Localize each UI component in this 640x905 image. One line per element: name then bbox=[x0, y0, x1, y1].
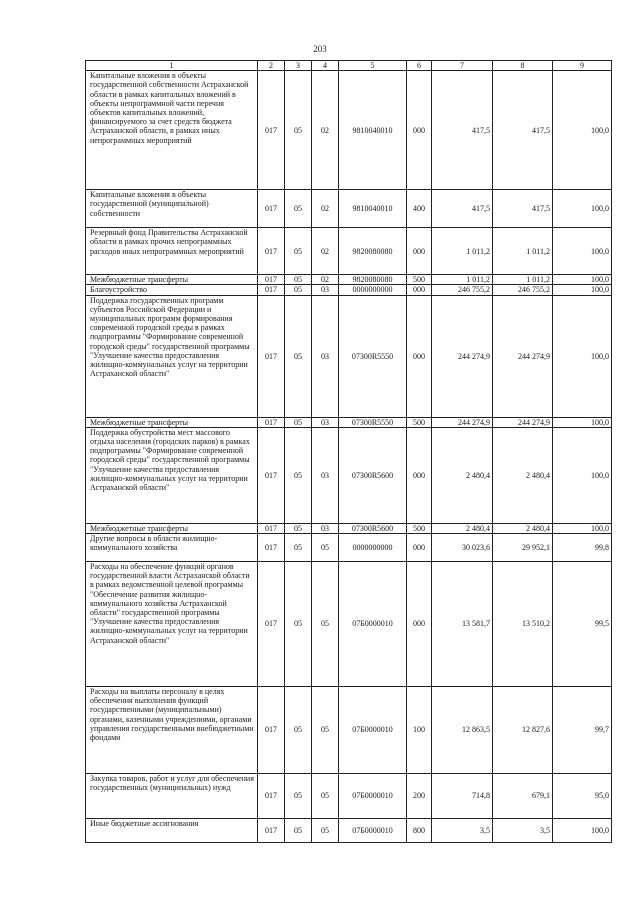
table-row bbox=[86, 275, 612, 285]
section-code: 05 bbox=[285, 523, 312, 533]
table-row bbox=[86, 427, 612, 523]
planned-amount: 417,5 bbox=[432, 190, 493, 228]
planned-amount: 13 581,7 bbox=[432, 562, 493, 687]
ministry-code: 017 bbox=[258, 228, 285, 275]
execution-percent: 100,0 bbox=[553, 417, 612, 427]
execution-percent: 100,0 bbox=[553, 275, 612, 285]
col-header: 8 bbox=[493, 61, 553, 71]
col-header: 4 bbox=[312, 61, 339, 71]
executed-amount: 417,5 bbox=[493, 71, 553, 190]
table-row bbox=[86, 774, 612, 819]
expense-name: Закупка товаров, работ и услуг для обеспечения государственных (муниципальных) нужд bbox=[86, 774, 258, 819]
col-header: 5 bbox=[339, 61, 407, 71]
execution-percent: 100,0 bbox=[553, 71, 612, 190]
target-article-code: 07300R5550 bbox=[339, 417, 407, 427]
expense-type-code: 000 bbox=[407, 228, 432, 275]
execution-percent: 100,0 bbox=[553, 295, 612, 417]
execution-percent: 100,0 bbox=[553, 285, 612, 295]
col-header: 7 bbox=[432, 61, 493, 71]
col-header: 2 bbox=[258, 61, 285, 71]
expense-type-code: 000 bbox=[407, 285, 432, 295]
table-row bbox=[86, 534, 612, 562]
subsection-code: 02 bbox=[312, 71, 339, 190]
table-row bbox=[86, 190, 612, 228]
subsection-code: 02 bbox=[312, 190, 339, 228]
planned-amount: 246 755,2 bbox=[432, 285, 493, 295]
col-header: 6 bbox=[407, 61, 432, 71]
target-article-code: 9820080080 bbox=[339, 275, 407, 285]
budget-table bbox=[85, 60, 612, 843]
execution-percent: 100,0 bbox=[553, 427, 612, 523]
expense-name: Поддержка обустройства мест массового отдыха населения (городских парков) в рамках подпрограммы "Формирование современной городской среды" государственной программы "Улучшение качества предоставления жилищно-коммунальных услуг на территории Астраханской области" bbox=[86, 427, 258, 523]
executed-amount: 3,5 bbox=[493, 819, 553, 843]
executed-amount: 2 480,4 bbox=[493, 427, 553, 523]
target-article-code: 0000000000 bbox=[339, 534, 407, 562]
table-row bbox=[86, 295, 612, 417]
table-row bbox=[86, 71, 612, 190]
ministry-code: 017 bbox=[258, 71, 285, 190]
execution-percent: 100,0 bbox=[553, 228, 612, 275]
target-article-code: 07Б0000010 bbox=[339, 819, 407, 843]
expense-name: Расходы на обеспечение функций органов государственной власти Астраханской области в рамках ведомственной целевой программы "Обеспечение развития жилищно-коммунального хозяйства Астраханской области" государственной программы "Улучшение качества предоставления жилищно-коммунальных услуг на территории Астраханской области" bbox=[86, 562, 258, 687]
target-article-code: 9820080080 bbox=[339, 228, 407, 275]
expense-name: Резервный фонд Правительства Астраханской области в рамках прочих непрограммных расходов иных непрограммных мероприятий bbox=[86, 228, 258, 275]
expense-type-code: 000 bbox=[407, 427, 432, 523]
subsection-code: 03 bbox=[312, 295, 339, 417]
expense-type-code: 000 bbox=[407, 295, 432, 417]
expense-name: Благоустройство bbox=[86, 285, 258, 295]
executed-amount: 244 274,9 bbox=[493, 295, 553, 417]
expense-type-code: 200 bbox=[407, 774, 432, 819]
target-article-code: 9810040010 bbox=[339, 190, 407, 228]
table-row bbox=[86, 228, 612, 275]
section-code: 05 bbox=[285, 417, 312, 427]
ministry-code: 017 bbox=[258, 295, 285, 417]
expense-type-code: 500 bbox=[407, 523, 432, 533]
executed-amount: 2 480,4 bbox=[493, 523, 553, 533]
ministry-code: 017 bbox=[258, 819, 285, 843]
executed-amount: 679,1 bbox=[493, 774, 553, 819]
header-row bbox=[86, 61, 612, 71]
planned-amount: 244 274,9 bbox=[432, 417, 493, 427]
subsection-code: 02 bbox=[312, 275, 339, 285]
expense-name: Иные бюджетные ассигнования bbox=[86, 819, 258, 843]
subsection-code: 05 bbox=[312, 774, 339, 819]
table-row bbox=[86, 285, 612, 295]
subsection-code: 05 bbox=[312, 819, 339, 843]
ministry-code: 017 bbox=[258, 285, 285, 295]
subsection-code: 02 bbox=[312, 228, 339, 275]
target-article-code: 07Б0000010 bbox=[339, 687, 407, 774]
execution-percent: 100,0 bbox=[553, 190, 612, 228]
section-code: 05 bbox=[285, 819, 312, 843]
table-row bbox=[86, 819, 612, 843]
target-article-code: 07Б0000010 bbox=[339, 774, 407, 819]
subsection-code: 05 bbox=[312, 687, 339, 774]
target-article-code: 07300R5600 bbox=[339, 427, 407, 523]
planned-amount: 1 011,2 bbox=[432, 275, 493, 285]
executed-amount: 12 827,6 bbox=[493, 687, 553, 774]
target-article-code: 07300R5550 bbox=[339, 295, 407, 417]
planned-amount: 417,5 bbox=[432, 71, 493, 190]
ministry-code: 017 bbox=[258, 687, 285, 774]
section-code: 05 bbox=[285, 275, 312, 285]
page-number: 203 bbox=[313, 44, 327, 54]
ministry-code: 017 bbox=[258, 190, 285, 228]
section-code: 05 bbox=[285, 285, 312, 295]
subsection-code: 05 bbox=[312, 562, 339, 687]
target-article-code: 9810040010 bbox=[339, 71, 407, 190]
section-code: 05 bbox=[285, 687, 312, 774]
execution-percent: 99,8 bbox=[553, 534, 612, 562]
col-header: 1 bbox=[86, 61, 258, 71]
planned-amount: 244 274,9 bbox=[432, 295, 493, 417]
section-code: 05 bbox=[285, 71, 312, 190]
expense-type-code: 500 bbox=[407, 417, 432, 427]
planned-amount: 2 480,4 bbox=[432, 427, 493, 523]
executed-amount: 13 510,2 bbox=[493, 562, 553, 687]
expense-type-code: 000 bbox=[407, 71, 432, 190]
section-code: 05 bbox=[285, 534, 312, 562]
col-header: 9 bbox=[553, 61, 612, 71]
planned-amount: 1 011,2 bbox=[432, 228, 493, 275]
expense-type-code: 100 bbox=[407, 687, 432, 774]
execution-percent: 99,7 bbox=[553, 687, 612, 774]
subsection-code: 03 bbox=[312, 285, 339, 295]
ministry-code: 017 bbox=[258, 774, 285, 819]
expense-type-code: 500 bbox=[407, 275, 432, 285]
planned-amount: 3,5 bbox=[432, 819, 493, 843]
ministry-code: 017 bbox=[258, 417, 285, 427]
executed-amount: 1 011,2 bbox=[493, 228, 553, 275]
ministry-code: 017 bbox=[258, 534, 285, 562]
target-article-code: 07300R5600 bbox=[339, 523, 407, 533]
ministry-code: 017 bbox=[258, 275, 285, 285]
section-code: 05 bbox=[285, 562, 312, 687]
ministry-code: 017 bbox=[258, 562, 285, 687]
expense-name: Капитальные вложения в объекты государственной собственности Астраханской области в рамках капитальных вложений в объекты непрограммной части перечня объектов капитальных вложений, финансируемого за счет средств бюджета Астраханской области, в рамках иных непрограммных мероприятий bbox=[86, 71, 258, 190]
execution-percent: 100,0 bbox=[553, 523, 612, 533]
expense-name: Другие вопросы в области жилищно-коммунального хозяйства bbox=[86, 534, 258, 562]
executed-amount: 29 952,1 bbox=[493, 534, 553, 562]
table-row bbox=[86, 523, 612, 533]
planned-amount: 30 023,6 bbox=[432, 534, 493, 562]
execution-percent: 95,0 bbox=[553, 774, 612, 819]
expense-type-code: 400 bbox=[407, 190, 432, 228]
subsection-code: 03 bbox=[312, 523, 339, 533]
subsection-code: 03 bbox=[312, 427, 339, 523]
section-code: 05 bbox=[285, 228, 312, 275]
section-code: 05 bbox=[285, 295, 312, 417]
expense-type-code: 000 bbox=[407, 534, 432, 562]
executed-amount: 246 755,2 bbox=[493, 285, 553, 295]
section-code: 05 bbox=[285, 774, 312, 819]
expense-name: Капитальные вложения в объекты государственной (муниципальной) собственности bbox=[86, 190, 258, 228]
target-article-code: 07Б0000010 bbox=[339, 562, 407, 687]
expense-name: Расходы на выплаты персоналу в целях обеспечения выполнения функций государственными (муниципальными) органами, казенными учреждениями, органами управления государственными внебюджетными фондами bbox=[86, 687, 258, 774]
subsection-code: 05 bbox=[312, 534, 339, 562]
expense-name: Межбюджетные трансферты bbox=[86, 417, 258, 427]
table-row bbox=[86, 687, 612, 774]
execution-percent: 99,5 bbox=[553, 562, 612, 687]
planned-amount: 714,8 bbox=[432, 774, 493, 819]
expense-name: Поддержка государственных программ субъектов Российской Федерации и муниципальных программ формирования современной городской среды в рамках подпрограммы "Формирование современной городской среды" государственной программы "Улучшение качества предоставления жилищно-коммунальных услуг на территории Астраханской области" bbox=[86, 295, 258, 417]
col-header: 3 bbox=[285, 61, 312, 71]
execution-percent: 100,0 bbox=[553, 819, 612, 843]
section-code: 05 bbox=[285, 190, 312, 228]
executed-amount: 244 274,9 bbox=[493, 417, 553, 427]
target-article-code: 0000000000 bbox=[339, 285, 407, 295]
executed-amount: 1 011,2 bbox=[493, 275, 553, 285]
planned-amount: 2 480,4 bbox=[432, 523, 493, 533]
ministry-code: 017 bbox=[258, 427, 285, 523]
executed-amount: 417,5 bbox=[493, 190, 553, 228]
table-row bbox=[86, 417, 612, 427]
expense-name: Межбюджетные трансферты bbox=[86, 523, 258, 533]
table-row bbox=[86, 562, 612, 687]
ministry-code: 017 bbox=[258, 523, 285, 533]
expense-name: Межбюджетные трансферты bbox=[86, 275, 258, 285]
expense-type-code: 800 bbox=[407, 819, 432, 843]
expense-type-code: 000 bbox=[407, 562, 432, 687]
section-code: 05 bbox=[285, 427, 312, 523]
subsection-code: 03 bbox=[312, 417, 339, 427]
planned-amount: 12 863,5 bbox=[432, 687, 493, 774]
